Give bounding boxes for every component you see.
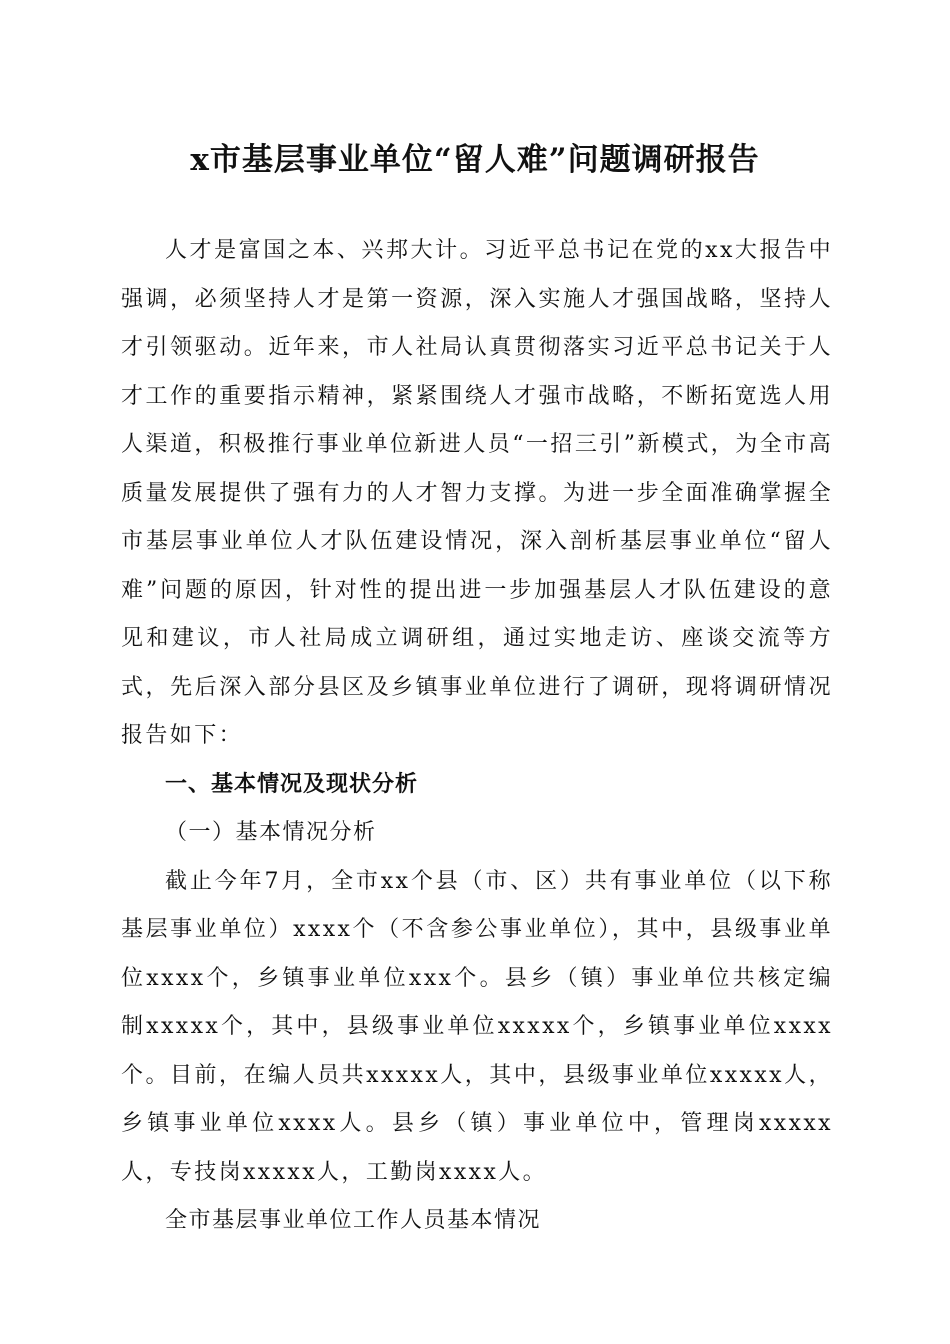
- table-caption: 全市基层事业单位工作人员基本情况: [165, 1208, 542, 1233]
- subsection-heading: （一）基本情况分析: [165, 820, 377, 845]
- basic-situation-paragraph: 截止今年7月，全市xx个县（市、区）共有事业单位（以下称基层事业单位）xxxx个（不含参公事业单位），其中，县级事业单位xxxx个，乡镇事业单位xxx个。县乡（镇）事业单位共核定编制xxxxx个，其中，县级事业单位xxxxx个，乡镇事业单位xxxx个。目前，在编人员共xxxxx人，其中，县级事业单位xxxxx人，乡镇事业单位xxxx人。县乡（镇）事业单位中，管理岗xxxxx人，专技岗xxxxx人，工勤岗xxxx人。: [121, 868, 833, 1185]
- report-body: [121, 227, 833, 1246]
- report-title: x市基层事业单位“留人难”问题调研报告: [190, 142, 760, 178]
- section-heading: 一、基本情况及现状分析: [165, 771, 419, 797]
- intro-paragraph: 人才是富国之本、兴邦大计。习近平总书记在党的xx大报告中强调，必须坚持人才是第一资源，深入实施人才强国战略，坚持人才引领驱动。近年来，市人社局认真贯彻落实习近平总书记关于人才工作的重要指示精神，紧紧围绕人才强市战略，不断拓宽选人用人渠道，积极推行事业单位新进人员“一招三引”新模式，为全市高质量发展提供了强有力的人才智力支撑。为进一步全面准确掌握全市基层事业单位人才队伍建设情况，深入剖析基层事业单位“留人难”问题的原因，针对性的提出进一步加强基层人才队伍建设的意见和建议，市人社局成立调研组，通过实地走访、座谈交流等方式，先后深入部分县区及乡镇事业单位进行了调研，现将调研情况报告如下：: [121, 238, 833, 748]
